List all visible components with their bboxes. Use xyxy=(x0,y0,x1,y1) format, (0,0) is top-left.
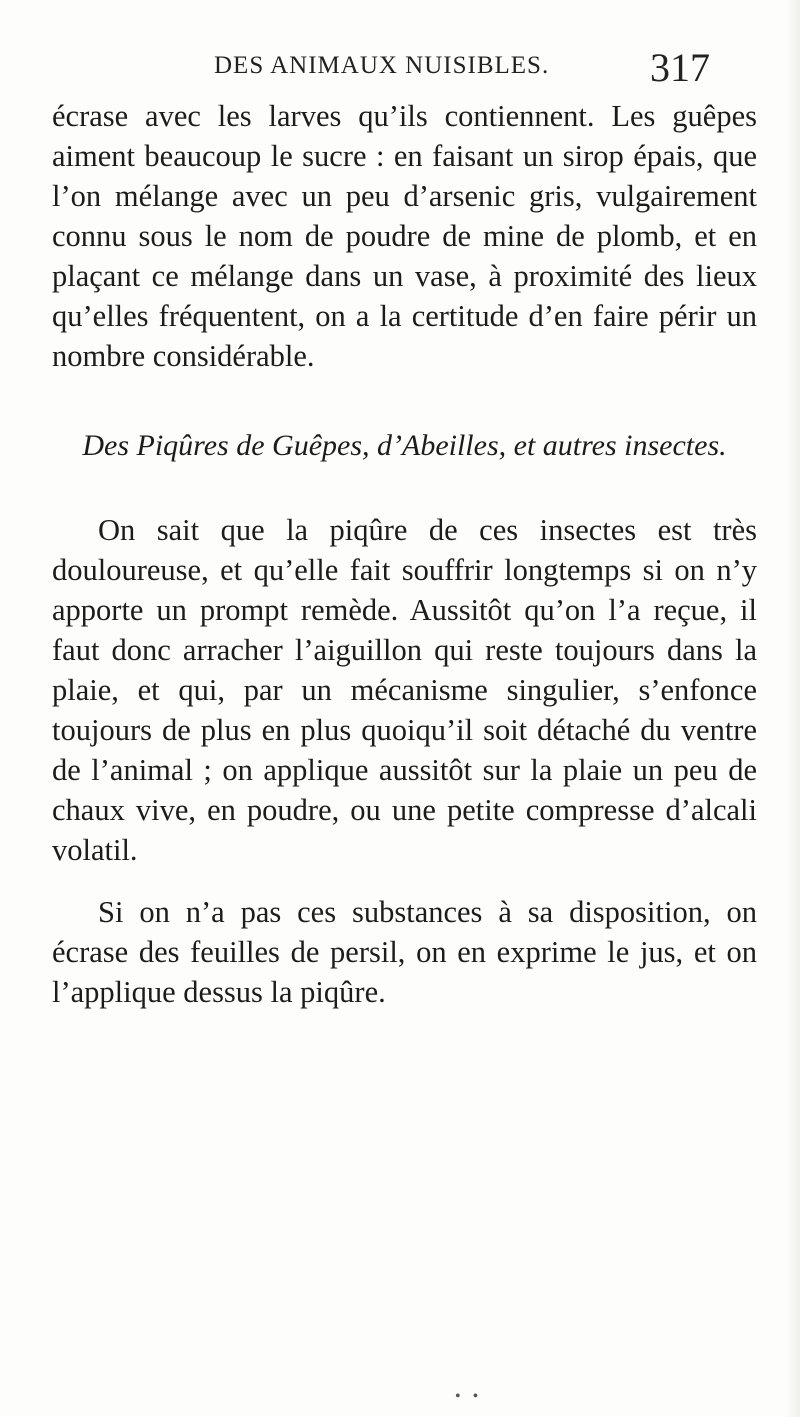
footer-marks: • • xyxy=(455,1388,483,1405)
paragraph-parsley-remedy: Si on n’a pas ces substances à sa disposition, on écrase des feuilles de persil, on en exprime le jus, et on l’applique dessus la piqûre. xyxy=(52,895,757,1009)
paragraph-sting-remedy: On sait que la piqûre de ces insectes est très douloureuse, et qu’elle fait souffrir longtemps si on n’y apporte un prompt remède. Aussitôt qu’on l’a reçue, il faut donc arracher l’aiguillon qui reste toujours dans la plaie, et qui, par un mécanisme singulier, s’enfonce toujours de plus en plus quoiqu’il soit détaché du ventre de l’animal ; on applique aussitôt sur la plaie un peu de chaux vive, en poudre, ou une petite compresse d’alcali volatil. xyxy=(52,513,757,867)
page-body xyxy=(52,96,757,1012)
page-number: 317 xyxy=(650,45,710,90)
paragraph-wasp-syrup: écrase avec les larves qu’ils contiennent. Les guêpes aiment beaucoup le sucre : en faisant un sirop épais, que l’on mélange avec un peu d’arsenic gris, vulgairement connu sous le nom de poudre de mine de plomb, et en plaçant ce mélange dans un vase, à proximité des lieux qu’elles fréquentent, on a la certitude d’en faire périr un nombre considérable. xyxy=(52,99,757,373)
page-edge-shadow xyxy=(786,0,800,1417)
section-title: Des Piqûres de Guêpes, d’Abeilles, et autres insectes. xyxy=(82,429,727,462)
running-head: DES ANIMAUX NUISIBLES. xyxy=(214,52,550,79)
